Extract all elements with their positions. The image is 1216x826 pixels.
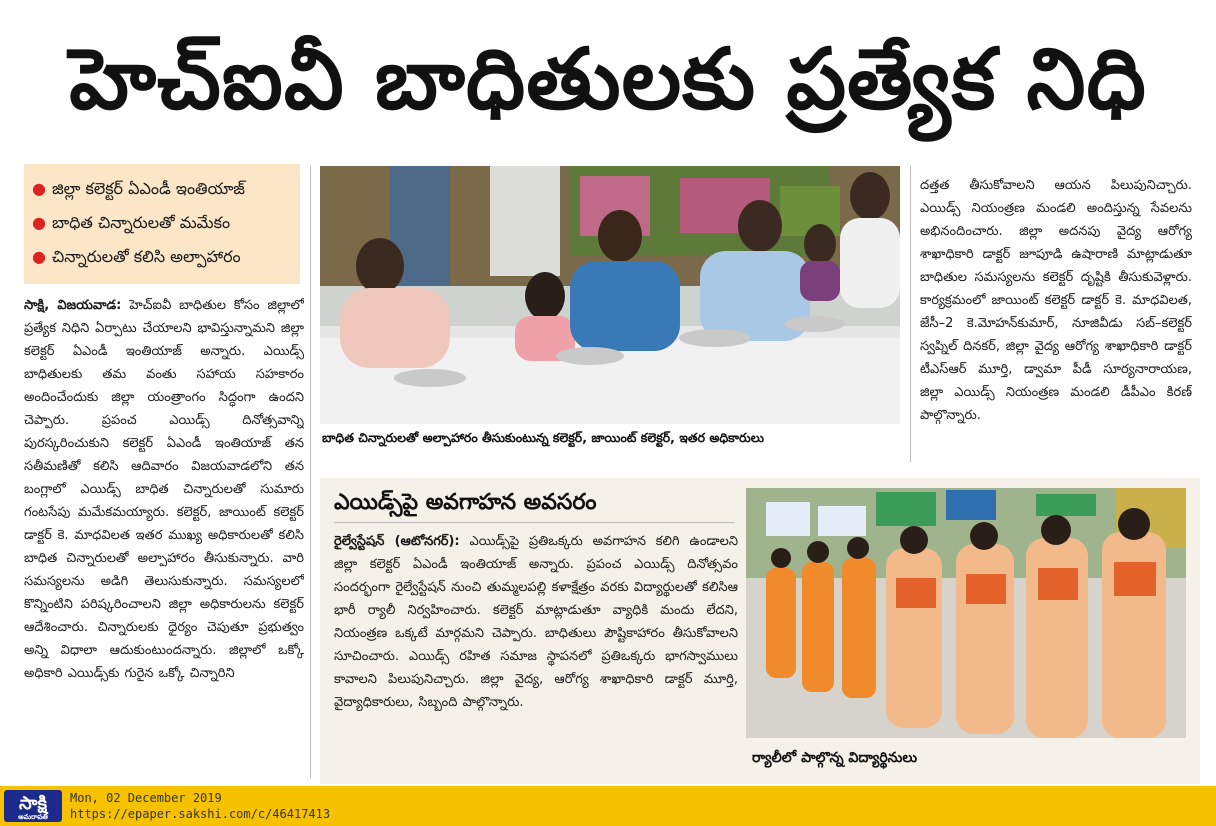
highlight-item: ● చిన్నారులతో కలిసి అల్పాహారం xyxy=(32,247,241,266)
column-divider xyxy=(910,166,911,462)
sidebar-body-text: ఎయిడ్స్‌పై ప్రతిఒక్కరు అవగాహన కలిగి ఉండాలని జిల్లా కలెక్టర్ ఏఎండీ ఇంతియాజ్ అన్నారు. ప్రపంచ ఎయిడ్స్ దినోత్సవం సందర్భంగా రైల్వేస్టేషన్ నుంచి తుమ్మలపల్లి కళాక్షేత్రం వరకు విద్యార్థులతో కలిసిఆ భారీ ర్యాలీ నిర్వహించారు. కలెక్టర్ మాట్లాడుతూ వ్యాధికి మందు లేదని, నియంత్రణ ఒక్కటే మార్గమని చెప్పారు. బాధితులు పౌష్టికాహారం తీసుకోవాలని సూచించారు. ఎయిడ్స్ రహిత సమాజ స్థాపనలో ప్రతిఒక్కరు భాగస్వాములు కావాలని పిలుపునిచ్చారు. జిల్లా వైద్య, ఆరోగ్య శాఖాధికారి డాక్టర్ మూర్తి, వైద్యాధికారులు, సిబ్బంది పాల్గొన్నారు. xyxy=(334,534,738,710)
rally-photo-image xyxy=(746,488,1186,738)
breakfast-photo-caption: బాధిత చిన్నారులతో అల్పాహారం తీసుకుంటున్న కలెక్టర్, జాయింట్ కలెక్టర్, ఇతర అధికారులు xyxy=(322,430,764,445)
sidebar-dateline: రైల్వేస్టేషన్ (ఆటోనగర్): xyxy=(334,534,460,549)
sidebar-title: ఎయిడ్స్‌పై అవగాహన అవసరం xyxy=(334,490,597,515)
rally-photo xyxy=(746,488,1186,738)
bullet-icon: ● xyxy=(32,247,46,266)
main-story-column xyxy=(24,294,304,786)
rally-photo-caption: ర్యాలీలో పాల్గొన్న విద్యార్థినులు xyxy=(752,750,918,766)
footer-date: Mon, 02 December 2019 xyxy=(70,791,222,805)
headline: హెచ్‌ఐవీ బాధితులకు ప్రత్యేక నిధి xyxy=(69,30,1147,128)
bullet-icon: ● xyxy=(32,213,46,232)
main-story-continuation: దత్తత తీసుకోవాలని ఆయన పిలుపునిచ్చారు. ఎయిడ్స్ నియంత్రణ మండలి అందిస్తున్న సేవలను అభినందించారు. జిల్లా అదనపు వైద్య ఆరోగ్య శాఖాధికారి డాక్టర్ జూపూడి ఉషారాణి మాట్లాడుతూ బాధితుల సమస్యలను కలెక్టర్ దృష్టికి తీసుకువెళ్లారు. కార్యక్రమంలో జాయింట్ కలెక్టర్ డాక్టర్ కె. మాధవిలత, జేసీ–2 కె.మోహన్‌కుమార్, నూజివీడు సబ్–కలెక్టర్ స్వప్నిల్ దినకర్, జిల్లా వైద్య ఆరోగ్య శాఖాధికారి డాక్టర్ టీఎస్‌ఆర్ మూర్తి, డ్వామా పీడీ సూర్యనారాయణ, జిల్లా ఎయిడ్స్ నియంత్రణ మండలి డీపీఎం కిరణ్ పాల్గొన్నారు. xyxy=(920,178,1192,423)
main-dateline: సాక్షి, విజయవాడ: xyxy=(24,298,122,313)
column-divider xyxy=(310,166,311,778)
footer-info xyxy=(70,790,330,822)
breakfast-photo-image xyxy=(320,166,900,424)
breakfast-photo xyxy=(320,166,900,424)
title-rule xyxy=(334,522,734,523)
main-story-body: హెచ్‌ఐవీ బాధితుల కోసం జిల్లాలో ప్రత్యేక నిధిని ఏర్పాటు చేయాలని భావిస్తున్నామని జిల్లా కలెక్టర్ ఏఎండీ ఇంతియాజ్ అన్నారు. ఎయిడ్స్ బాధితులకు తమ వంతు సహాయ సహకారం అందించేందుకు జిల్లా యంత్రాంగం సిద్ధంగా ఉందని చెప్పారు. ప్రపంచ ఎయిడ్స్ దినోత్సవాన్ని పురస్కరించుకుని కలెక్టర్ ఏఎండీ ఇంతియాజ్ తన సతీమణితో కలిసి ఆదివారం విజయవాడలోని తన బంగ్లాలో ఎయిడ్స్ బాధిత చిన్నారులతో సుమారు గంటసేపు మమేకమయ్యారు. కలెక్టర్, జాయింట్ కలెక్టర్ డాక్టర్ కె. మాధవిలత ఇతర ముఖ్య అధికారులతో కలిసి బాధిత చిన్నారులతో అల్పాహారం తీసుకున్నారు. వారి సమస్యలను అడిగి తెలుసుకున్నారు. సమస్యలలో కొన్నింటిని పరిష్కరించాలని జిల్లా అధికారులను కలెక్టర్ ఆదేశించారు. చిన్నారులకు ధైర్యం చెపుతూ ప్రభుత్వం అన్ని విధాలా ఆదుకుంటుందన్నారు. జిల్లాలో ఒక్కో అధికారి ఎయిడ్స్‌కు గురైన ఒక్కో చిన్నారిని xyxy=(24,298,304,681)
highlight-item: ● బాధిత చిన్నారులతో మమేకం xyxy=(32,213,231,232)
sidebar-body xyxy=(334,530,738,750)
sakshi-logo: సాక్షి అమరావతి xyxy=(4,790,62,822)
footer-url[interactable]: https://epaper.sakshi.com/c/46417413 xyxy=(70,807,331,821)
highlights-box xyxy=(24,164,300,284)
bullet-icon: ● xyxy=(32,179,46,198)
highlight-item: ● జిల్లా కలెక్టర్ ఏఎండీ ఇంతియాజ్ xyxy=(32,179,245,198)
